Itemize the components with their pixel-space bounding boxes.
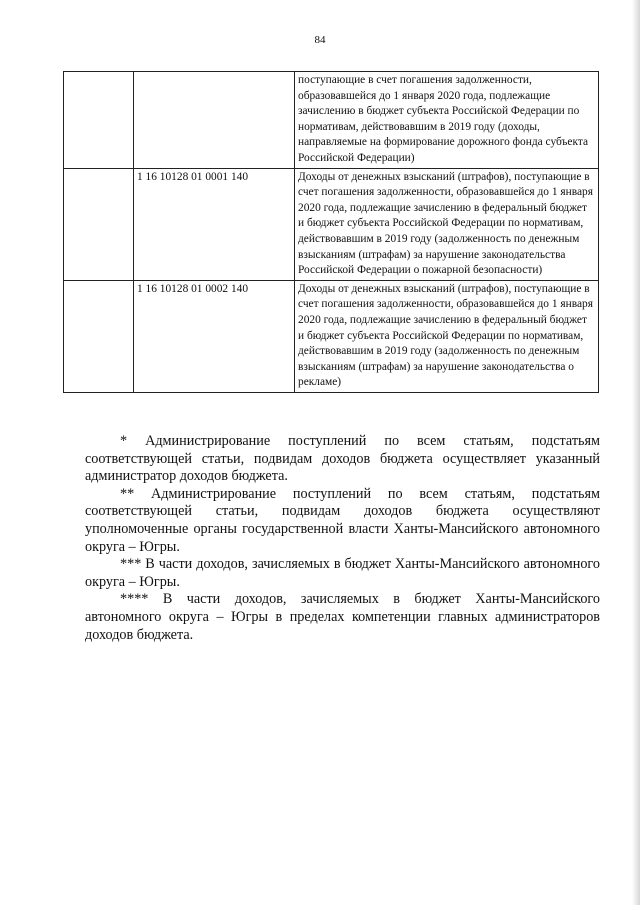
page-number: 84 xyxy=(314,34,326,46)
footnote-2: ** Администрирование поступлений по всем статьям, подстатьям соответствующей статьи, подвидам доходов бюджета осуществляют уполномоченные органы государственной власти Ханты-Мансийского автономного округа – Югры. xyxy=(85,485,600,555)
table-cell-code xyxy=(134,72,295,169)
table-row xyxy=(64,72,599,169)
footnote-3: *** В части доходов, зачисляемых в бюджет Ханты-Мансийского автономного округа – Югры. xyxy=(85,556,600,590)
table-cell-description: Доходы от денежных взысканий (штрафов), поступающие в счет погашения задолженности, образовавшейся до 1 января 2020 года, подлежащие зачислению в федеральный бюджет и бюджет субъекта Российской Федерации по нормативам, действовавшим в 2019 году (задолженность по денежным взысканиям (штрафам) за нарушение законодательства о рекламе) xyxy=(295,280,599,392)
footnote-1: * Администрирование поступлений по всем статьям, подстатьям соответствующей статьи, подвидам доходов бюджета осуществляет указанный администратор доходов бюджета. xyxy=(85,433,600,485)
table-row xyxy=(64,280,599,392)
revenue-codes-table xyxy=(63,71,599,393)
table-cell-administrator xyxy=(64,168,134,280)
table-cell-description: поступающие в счет погашения задолженности, образовавшейся до 1 января 2020 года, подлежащие зачислению в бюджет субъекта Российской Федерации по нормативам, действовавшим в 2019 году (доходы, направляемые на формирование дорожного фонда субъекта Российской Федерации) xyxy=(295,72,599,169)
table-cell-code: 1 16 10128 01 0002 140 xyxy=(134,280,295,392)
scan-edge-shadow xyxy=(632,0,640,905)
table-cell-description: Доходы от денежных взысканий (штрафов), поступающие в счет погашения задолженности, образовавшейся до 1 января 2020 года, подлежащие зачислению в федеральный бюджет и бюджет субъекта Российской Федерации по нормативам, действовавшим в 2019 году (задолженность по денежным взысканиям (штрафам) за нарушение законодательства Российской Федерации о пожарной безопасности) xyxy=(295,168,599,280)
table-cell-administrator xyxy=(64,280,134,392)
table-cell-administrator xyxy=(64,72,134,169)
table-cell-code: 1 16 10128 01 0001 140 xyxy=(134,168,295,280)
footnote-4: **** В части доходов, зачисляемых в бюджет Ханты-Мансийского автономного округа – Югры в пределах компетенции главных администраторов доходов бюджета. xyxy=(85,591,600,643)
table-row xyxy=(64,168,599,280)
footnotes xyxy=(85,433,600,644)
